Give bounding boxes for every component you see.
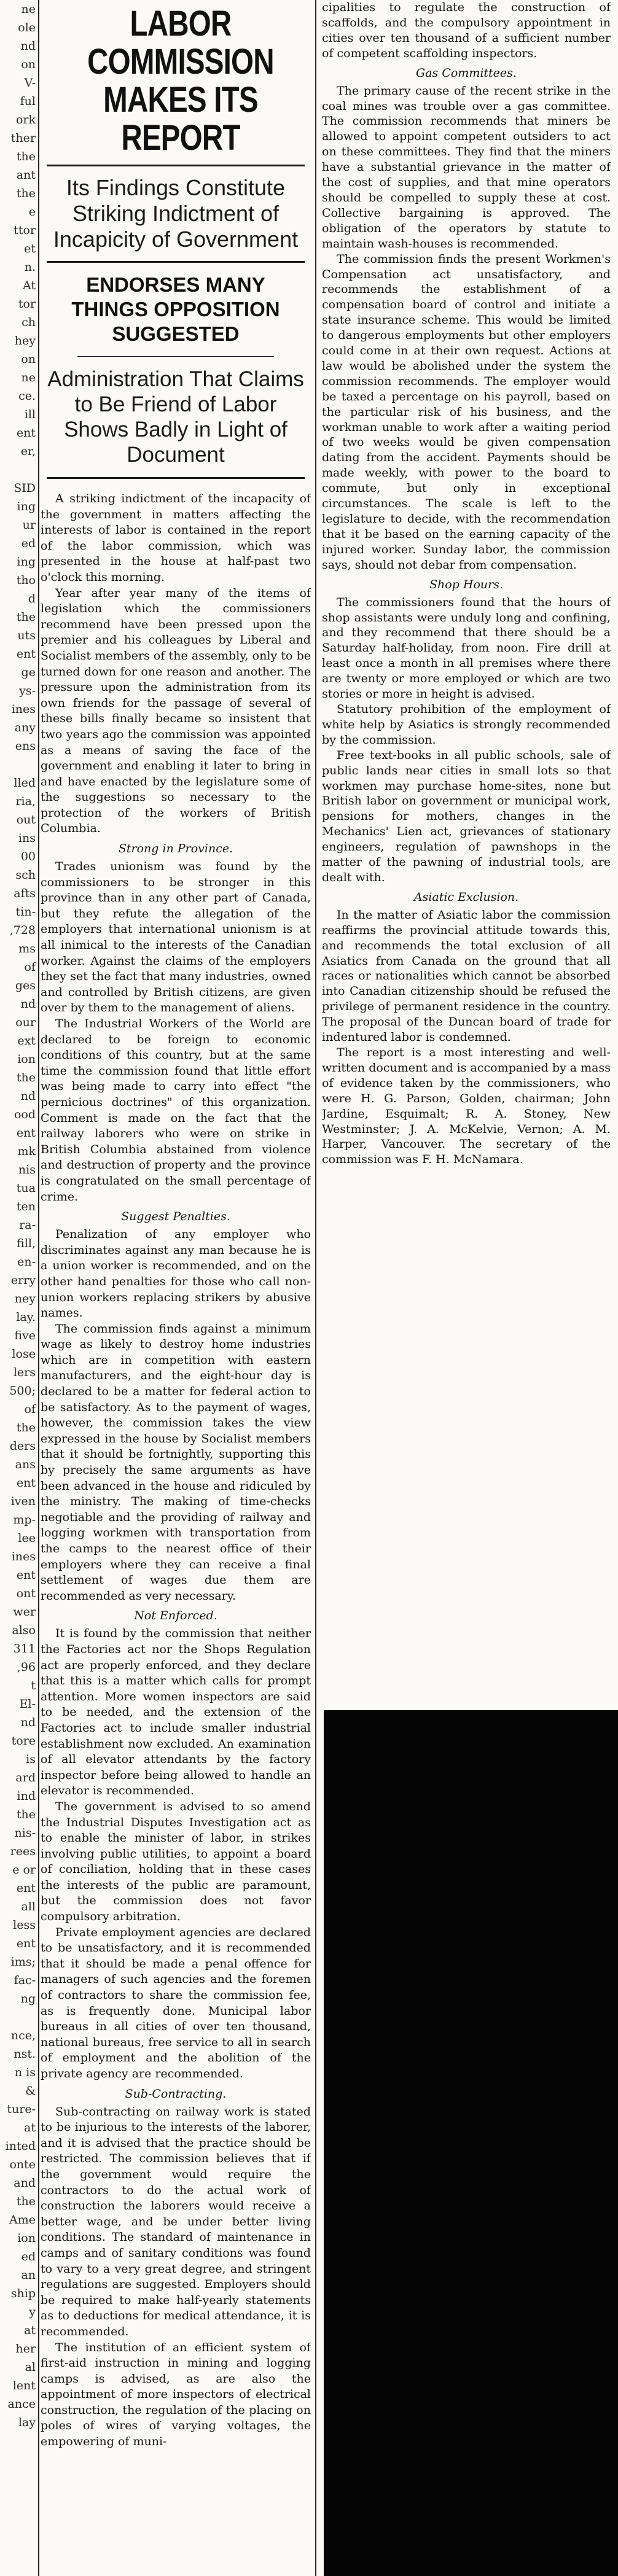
adjacent-column-fragment: lers — [13, 1366, 36, 1379]
paragraph: Statutory prohibition of the employment of white help by Asiatics is strongly recommended by the commission. — [322, 702, 611, 747]
adjacent-column-fragment: lee — [18, 1531, 36, 1545]
paragraph: Sub-contracting on railway work is stated to be injurious to the interests of the laborer, and it is advised that the practice should be restricted. The commission believes that if the government would require the contractors to do the actual work of construction the laborers would receive a better wage, and be under better living conditions. The standard of maintenance in camps and of sanitary conditions was found to vary to a very great degree, and stringent regulations are suggested. Employers should be required to make half-yearly statements as to deductions for medical attendance, it is recommended. — [41, 2104, 311, 2338]
column-divider — [315, 0, 316, 2576]
adjacent-column-fragment: ges — [15, 979, 36, 992]
adjacent-column-fragment: e or — [12, 1863, 36, 1877]
adjacent-column-fragment: tin- — [15, 905, 36, 919]
adjacent-column-fragment: ins — [18, 831, 36, 845]
adjacent-column-fragment: ney — [14, 1292, 36, 1306]
adjacent-column-fragment: nd — [20, 1089, 36, 1103]
adjacent-column-fragment: ge — [21, 666, 36, 679]
adjacent-column-fragment: tho — [16, 574, 36, 587]
adjacent-column-fragment: y — [29, 2305, 36, 2319]
adjacent-column-fragment: ra- — [19, 1218, 36, 1232]
adjacent-column-fragment: is — [26, 1753, 36, 1766]
adjacent-column-fragment: ont — [16, 1587, 36, 1600]
section-heading: Gas Committees. — [416, 66, 517, 80]
adjacent-column-fragment: SID — [14, 481, 36, 495]
adjacent-column-fragment: the — [16, 1808, 36, 1821]
paragraph: A striking indictment of the incapacity of the government in matters affecting the interests of labor is contained in the report of the labor commission, which was presented in the house at half-past two o'clock this morning. — [41, 492, 311, 584]
adjacent-column-fragment: d — [28, 592, 36, 605]
adjacent-column-fragment: the — [16, 150, 36, 163]
adjacent-column-fragment: nst. — [14, 2047, 36, 2061]
paragraph: The commission finds against a minimum wage as likely to destroy home industries which are in competition with eastern manufacturers, and the eight-hour day is declared to be a matter for federal action to be satisfactory. As to the payment of wages, however, the commission takes the view expressed in the house by Socialist members that it should be fortnightly, supporting this by precisely the same arguments as have been advanced in the house and ridiculed by the ministry. The making of time-checks negotiable and the providing of railway and logging workmen with transportation from the camps to the nearest office of their employers where they can receive a final settlement of wages due them are recommended as very necessary. — [41, 1321, 311, 1603]
adjacent-column-fragment: mk — [17, 1145, 36, 1158]
adjacent-column-fragment: ent — [16, 1476, 36, 1490]
adjacent-column-fragment: her — [15, 2342, 36, 2356]
adjacent-column-fragment: ys- — [19, 684, 36, 698]
paragraph: Private employment agencies are declared to be unsatisfactory, and it is recommended that it should be made a penal offence for managers of such agencies and the foremen of contractors to share the commission fee, as is frequently done. Municipal labor bureaus in all cities of over ten thousand, national bureaus, free service to all in search of employment and the abolition of the private agency are recommended. — [41, 1925, 311, 2080]
adjacent-column-fragment: ole — [18, 21, 36, 34]
adjacent-column-fragment: the — [16, 2195, 36, 2208]
adjacent-column-fragment — [0, 755, 38, 774]
adjacent-column-fragment: lay. — [16, 1310, 36, 1324]
adjacent-column-fragment: lay — [18, 2416, 36, 2429]
adjacent-column-fragment: lent — [12, 2379, 36, 2392]
adjacent-column-fragment: ttor — [14, 224, 36, 237]
adjacent-column-fragment: on — [21, 58, 36, 71]
adjacent-column-fragment: ance — [7, 2397, 36, 2411]
adjacent-column-fragment: ent — [16, 426, 36, 440]
paragraph: The government is advised to so amend the Industrial Disputes Investigation act as to enable the minister of labor, in strikes involving public utilities, to appoint a board of conciliation, holding that in these cases the interests of the public are paramount, but the commission does not favor compulsory arbitration. — [41, 1799, 311, 1924]
adjacent-column-fragment: Ame — [9, 2213, 36, 2227]
adjacent-column-fragment: ind — [17, 1789, 36, 1803]
paragraph: Penalization of any employer who discriminates against any man because he is a union worker is recommended, and on the other hand penalties for those who call non-union workers replacing strikers by abusive names. — [41, 1228, 311, 1320]
adjacent-column-fragment: ines — [11, 702, 36, 716]
adjacent-column-fragment: at — [24, 2324, 36, 2337]
adjacent-column-fragment: ture- — [7, 2103, 36, 2116]
adjacent-column-fragment: ext — [17, 1034, 36, 1048]
blank-scan-area — [324, 1710, 618, 2576]
adjacent-column-fragment: ria, — [15, 795, 36, 808]
section-heading: Asiatic Exclusion. — [413, 890, 519, 904]
adjacent-column-fragment: ,96 — [17, 1660, 36, 1674]
adjacent-column-fragment: less — [13, 1918, 36, 1932]
adjacent-column-fragment — [0, 2008, 38, 2026]
divider-rule — [47, 477, 305, 479]
paragraph: The Industrial Workers of the World are declared to be foreign to economic conditions of this country, but at the same time the commission found that little effort was being made to carry into effect "the pernicious doctrines" of this organization. Comment is made on the fact that the railway laborers who were on strike in British Columbia abstained from violence and destruction of property and the province is congratulated on the small percentage of crime. — [41, 1017, 311, 1204]
adjacent-column-fragment — [0, 461, 38, 479]
adjacent-column-fragment: nd — [20, 997, 36, 1011]
adjacent-column-fragment: rees — [10, 1845, 36, 1858]
adjacent-column-fragment: wer — [13, 1605, 36, 1619]
adjacent-column-fragment: t — [31, 1679, 36, 1692]
adjacent-column-fragment: lled — [14, 776, 36, 790]
adjacent-column-fragment: onte — [9, 2158, 36, 2171]
adjacent-column-fragment: an — [21, 2268, 36, 2282]
adjacent-column-fragment: ood — [14, 1108, 36, 1121]
adjacent-column-fragment: iven — [10, 1495, 36, 1508]
adjacent-column-fragment: e — [28, 205, 36, 219]
paragraph: It is found by the commission that neither the Factories act nor the Shops Regulation act are properly enforced, and they declare that this is a matter which calls for prompt attention. More women inspectors are said to be needed, and the extension of the Factories act to include smaller industrial establishment now excluded. An examination of all elevator attendants by the factory inspector before being allowed to handle an elevator is recommended. — [41, 1627, 311, 1798]
adjacent-column-fragment: the — [16, 187, 36, 200]
adjacent-column-fragment: tor — [18, 297, 36, 311]
adjacent-column-fragment: er, — [20, 445, 36, 458]
adjacent-column-fragment: al — [25, 2360, 36, 2374]
section-heading: Sub-Contracting. — [125, 2087, 227, 2101]
adjacent-column-fragment: nce, — [10, 2029, 36, 2042]
adjacent-column-fragment: ,728 — [9, 924, 36, 937]
adjacent-column-fragment: ines — [11, 1550, 36, 1563]
paragraph: The commissioners found that the hours of shop assistants were unduly long and confining, and they recommend that there should be a Saturday half-holiday, from noon. Fire drill at least once a month in all premises where there are twenty or more employed or which are two stories or more in height is advised. — [322, 595, 611, 701]
adjacent-column-fragment: tore — [11, 1734, 36, 1748]
adjacent-column-fragment: lose — [12, 1347, 36, 1361]
adjacent-column-fragment: our — [15, 1016, 36, 1029]
adjacent-column-fragment: nd — [20, 1716, 36, 1729]
headline — [41, 0, 311, 161]
adjacent-column-fragment: ion — [17, 2232, 36, 2245]
adjacent-column-fragment: ship — [10, 2287, 36, 2300]
adjacent-column-fragment: et — [24, 242, 36, 255]
subheadline-deck-3: Administration That Claims to Be Friend of Labor Shows Badly in Light of Document — [47, 367, 304, 467]
adjacent-column-fragment: ms — [18, 942, 36, 955]
article-body-col2 — [322, 0, 611, 1167]
adjacent-column-fragment: afts — [14, 887, 36, 900]
adjacent-column-fragment: ten — [16, 1200, 36, 1213]
adjacent-column-fragment: hey — [14, 334, 36, 348]
adjacent-column-fragment: ion — [17, 1053, 36, 1066]
adjacent-column-fragment: ent — [16, 647, 36, 661]
adjacent-column-fragment: en- — [17, 1255, 36, 1269]
adjacent-column-fragment: V- — [24, 76, 36, 90]
paragraph: The primary cause of the recent strike in the coal mines was trouble over a gas committee. The commission recommends that miners be allowed to appoint competent outsiders to act on these committees. They find that the miners have a substantial grievance in the matter of the cost of supplies, and that mine operators should be compelled to supply these at cost. Collective bargaining is approved. The obligation of the operators by statute to maintain wash-houses is recommended. — [322, 84, 611, 251]
adjacent-column-fragment: on — [21, 352, 36, 366]
adjacent-column-fragment: ne — [21, 2, 36, 16]
adjacent-column-fragment: ther — [10, 131, 36, 145]
adjacent-column-fragment: also — [12, 1624, 36, 1637]
adjacent-column-fragment: ce. — [18, 389, 36, 403]
adjacent-column-fragment: ork — [15, 113, 36, 126]
paragraph: Trades unionism was found by the commissioners to be stronger in this province than in any other part of Canada, but they refute the allegation of the employers that international unionism is at all inimical to the interests of the Canadian worker. Against the claims of the employers they set the fact that many industries, owned and controlled by British citizens, are given over by them to the management of aliens. — [41, 860, 311, 1015]
adjacent-column-fragment: nd — [20, 39, 36, 53]
article-column-1 — [41, 0, 311, 2576]
adjacent-column-fragment: 00 — [20, 850, 36, 863]
adjacent-column-fragment: ders — [9, 1439, 36, 1453]
adjacent-column-fragment: El- — [19, 1697, 36, 1711]
adjacent-column-fragment: at — [24, 2121, 36, 2134]
paragraph: The institution of an efficient system of first-aid instruction in mining and logging camps is advised, as are also the appointment of more inspectors of electrical construction, the regulation of the placing on poles of wires of varying voltages, the empowering of muni- — [41, 2340, 311, 2449]
adjacent-column-fragment: 311 — [13, 1642, 36, 1656]
paragraph: The report is a most interesting and well-written document and is accompanied by a mass of evidence taken by the commissioners, who were H. G. Parson, Golden, chairman; John Jardine, Esquimalt; R. A. Stoney, New Westminster; J. A. McKelvie, Vernon; A. M. Harper, Vancouver. The secretary of the commission was F. H. McNamara. — [322, 1046, 611, 1167]
adjacent-column-fragment: 500; — [9, 1384, 36, 1398]
adjacent-column-fragment: & — [25, 2084, 36, 2098]
subheadline-deck-1: Its Findings Constitute Striking Indictment of Incapicity of Government — [53, 175, 299, 252]
adjacent-column-fragment: all — [21, 1900, 36, 1913]
adjacent-column-fragment: erry — [10, 1274, 36, 1287]
headline-line-1: LABOR COMMISSION — [87, 4, 274, 82]
adjacent-column-fragment: ne — [21, 371, 36, 384]
adjacent-column-fragment: the — [16, 1421, 36, 1434]
adjacent-column-fragment: n. — [24, 260, 36, 274]
section-heading: Strong in Province. — [118, 842, 233, 856]
divider-rule — [47, 165, 305, 166]
adjacent-column-fragment: nis — [18, 1163, 36, 1177]
adjacent-column-fragment: out — [16, 813, 36, 827]
adjacent-column-fragment: ur — [22, 518, 36, 532]
paragraph: Free text-books in all public schools, sale of public lands near cities in small lots so that workmen may purchase home-sites, none but British labor on government or municipal work, pensions for mothers, changes in the Mechanics' Lien act, grievances of stationary engineers, regulation of pawnshops in the matter of the pawning of industrial tools, are dealt with. — [322, 748, 611, 884]
section-heading: Not Enforced. — [134, 1609, 217, 1623]
paragraph: cipalities to regulate the construction of scaffolds, and the compulsory appointment in cities over ten thousand of a sufficient number of competent scaffolding inspectors. — [322, 1, 611, 60]
adjacent-column-fragment: the — [16, 1071, 36, 1084]
adjacent-column-fragment: ing — [17, 555, 36, 569]
adjacent-column-fragment: ent — [16, 1937, 36, 1950]
adjacent-column-fragment: of — [24, 1403, 36, 1416]
adjacent-column-fragment: sch — [15, 868, 36, 882]
adjacent-column-fragment: five — [14, 1329, 36, 1342]
adjacent-column-fragment: ens — [15, 739, 36, 753]
headline-line-2: MAKES ITS REPORT — [103, 80, 258, 158]
adjacent-column-fragment: At — [22, 279, 36, 292]
paragraph: Year after year many of the items of legislation which the commissioners recommend have been pressed upon the premier and his colleagues by Liberal and Socialist members of the assembly, only to be turned down for one reason and another. The pressure upon the administration from its own friends for the passage of several of these bills finally became so insistent that two years ago the commission was appointed as a means of saving the face of the government and enabling it later to bring in and have enacted by the legislature some of the suggestions so necessary to the protection of the workers of British Columbia. — [41, 586, 311, 836]
adjacent-column-fragment: nis- — [14, 1826, 36, 1840]
adjacent-column-fragment: ard — [15, 1771, 36, 1784]
adjacent-column-fragment: n is — [14, 2066, 36, 2079]
adjacent-column-fragment: uts — [17, 629, 36, 642]
adjacent-column-fragment: ent — [16, 1126, 36, 1140]
adjacent-column-fragment: tua — [16, 1181, 36, 1195]
adjacent-column-fragment: ng — [20, 1992, 36, 2006]
adjacent-column-fragment: inted — [5, 2139, 36, 2153]
adjacent-column-fragment: any — [14, 721, 36, 734]
adjacent-column-fragment: and — [14, 2176, 36, 2190]
adjacent-column-fragments — [0, 0, 39, 2576]
adjacent-column-fragment: ant — [16, 168, 36, 182]
section-heading: Suggest Penalties. — [121, 1210, 230, 1224]
adjacent-column-fragment: ent — [16, 1568, 36, 1582]
adjacent-column-fragment: ans — [15, 1458, 36, 1471]
section-heading: Shop Hours. — [429, 577, 503, 591]
adjacent-column-fragment: of — [24, 960, 36, 974]
adjacent-column-fragment: ch — [22, 316, 36, 329]
adjacent-column-fragment: ill — [24, 408, 36, 421]
adjacent-column-fragment: the — [16, 610, 36, 624]
adjacent-column-fragment: ful — [20, 95, 36, 108]
adjacent-column-fragment: fac- — [14, 1974, 36, 1987]
divider-rule — [77, 356, 274, 357]
adjacent-column-fragment: ent — [16, 1881, 36, 1895]
adjacent-column-fragment: ims; — [10, 1955, 36, 1969]
divider-rule — [47, 261, 305, 263]
article-body-col1 — [41, 491, 311, 2450]
adjacent-column-fragment: ed — [21, 2250, 36, 2263]
paragraph: The commission finds the present Workmen's Compensation act unsatisfactory, and recommends the establishment of a compensation board of control and initiate a state insurance scheme. This would be limited to dangerous employments but other employers could come in at their own request. Actions at law would be abolished under the system the commission recommends. The employer would be taxed a percentage on his payroll, based on the particular risk of his business, and the workman unable to work after a waiting period of two weeks would be given compensation dating from the accident. Payments should be made weekly, with power to the board to commute, but only in exceptional circumstances. The scale is left to the legislature to decide, with the recommendation that it be based on the earning capacity of the injured worker. Sunday labor, the commission says, should not debar from compensation. — [322, 252, 611, 572]
adjacent-column-fragment: fill, — [17, 1237, 36, 1250]
adjacent-column-fragment: mp- — [13, 1513, 36, 1527]
subheadline-deck-2: ENDORSES MANY THINGS OPPOSITION SUGGESTED — [71, 273, 280, 345]
adjacent-column-fragment: ed — [21, 537, 36, 550]
paragraph: In the matter of Asiatic labor the commission reaffirms the provincial attitude towards this, and recommends the total exclusion of all Asiatics from Canada on the ground that all races or nationalities which cannot be absorbed into Canadian citizenship should be refused the privilege of permanent residence in the country. The proposal of the Duncan board of trade for indentured labor is condemned. — [322, 908, 611, 1045]
adjacent-column-fragment: ing — [17, 500, 36, 513]
